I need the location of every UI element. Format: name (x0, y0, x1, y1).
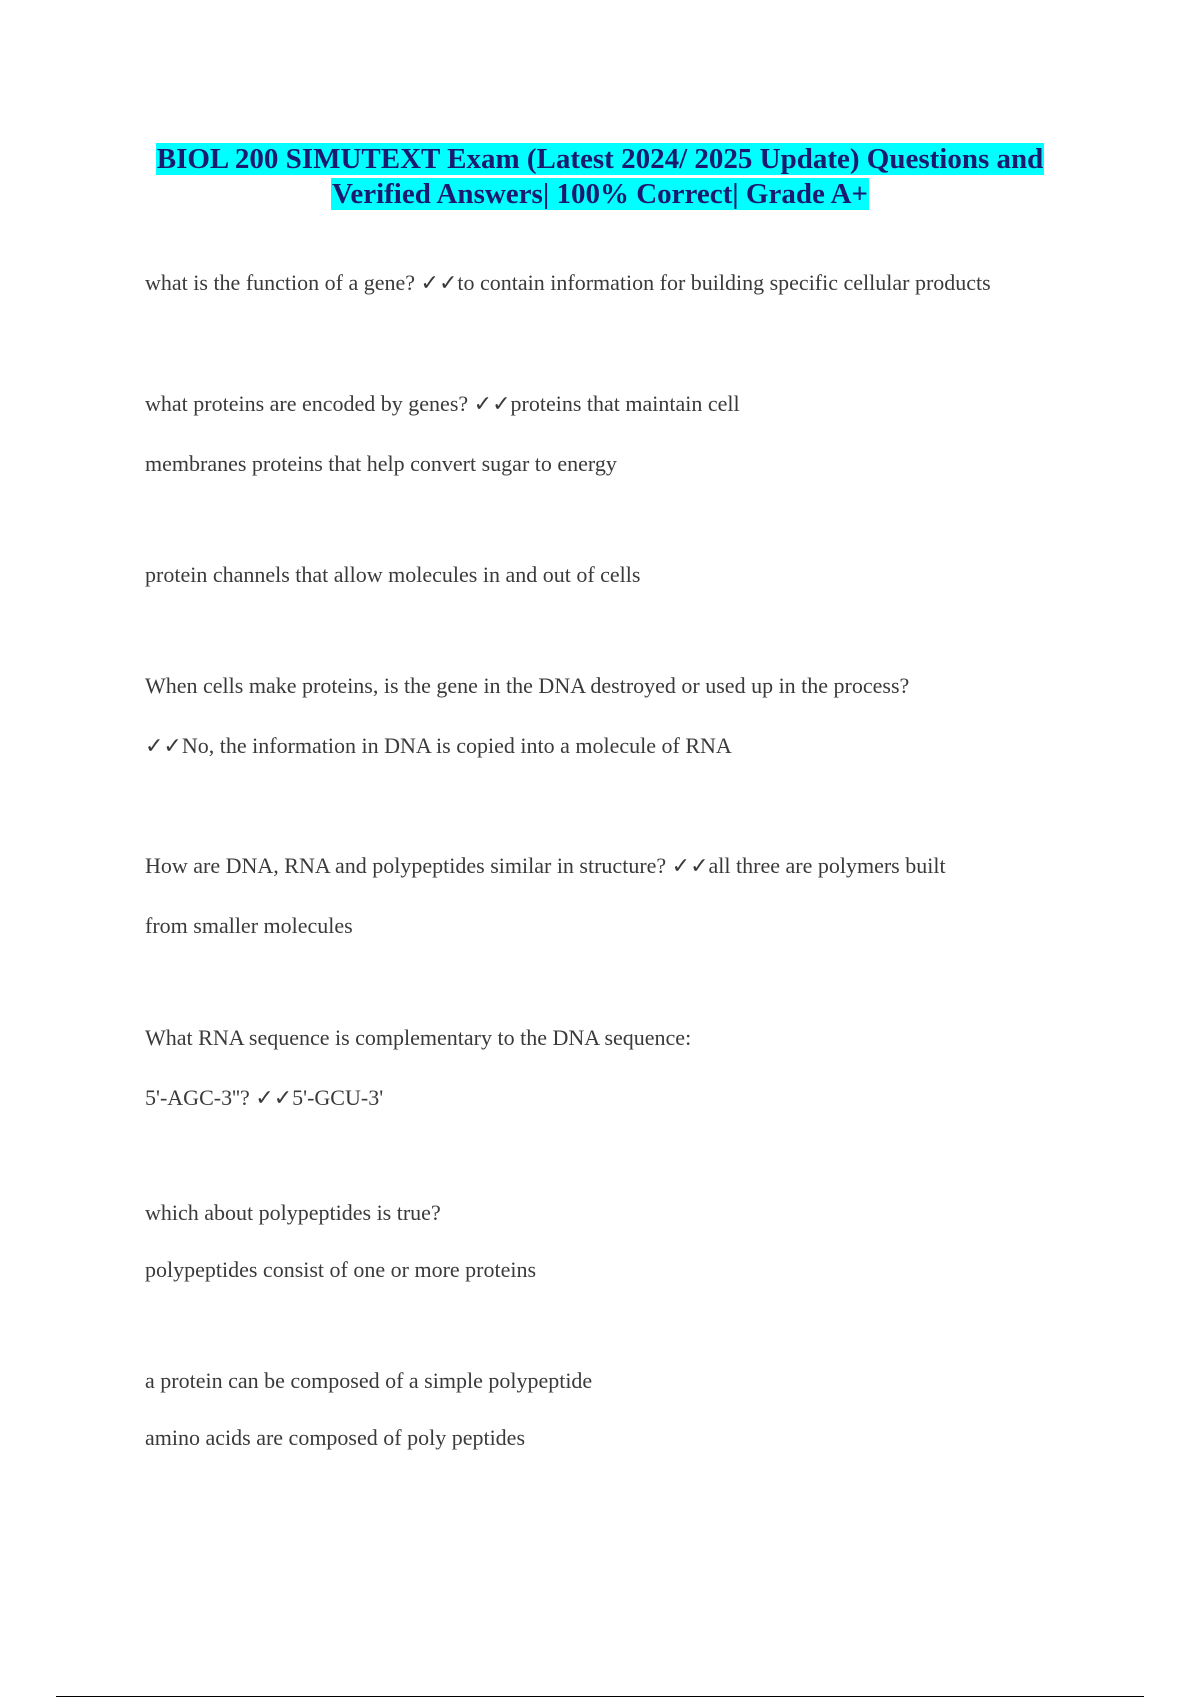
qa-line-protein-channels: protein channels that allow molecules in and out of cells (145, 562, 641, 587)
document-title (0, 142, 1200, 212)
page-bottom-rule (56, 1696, 1144, 1697)
qa-line-gene-destroyed: When cells make proteins, is the gene in the DNA destroyed or used up in the process? (145, 673, 910, 698)
qa-line-gene-destroyed-answer: ✓✓No, the information in DNA is copied into a molecule of RNA (145, 733, 732, 758)
qa-line-polypeptides-question: which about polypeptides is true? (145, 1200, 441, 1225)
qa-line-polymer-structure: How are DNA, RNA and polypeptides similar in structure? ✓✓all three are polymers built (145, 853, 946, 878)
qa-line-polymer-structure-cont: from smaller molecules (145, 913, 353, 938)
qa-line-rna-sequence: What RNA sequence is complementary to the DNA sequence: (145, 1025, 692, 1050)
qa-line-proteins-encoded-cont: membranes proteins that help convert sugar to energy (145, 451, 617, 476)
qa-line-polypeptides-option-3: amino acids are composed of poly peptides (145, 1425, 526, 1450)
qa-line-rna-sequence-answer: 5'-AGC-3''? ✓✓5'-GCU-3' (145, 1085, 384, 1110)
qa-line-proteins-encoded: what proteins are encoded by genes? ✓✓proteins that maintain cell (145, 391, 740, 416)
title-line-1: BIOL 200 SIMUTEXT Exam (Latest 2024/ 2025 Update) Questions and (156, 143, 1044, 175)
qa-line-polypeptides-option-1: polypeptides consist of one or more proteins (145, 1257, 537, 1282)
qa-line-polypeptides-option-2: a protein can be composed of a simple polypeptide (145, 1368, 593, 1393)
qa-line-gene-function: what is the function of a gene? ✓✓to contain information for building specific cellular products (145, 270, 991, 295)
title-line-2: Verified Answers| 100% Correct| Grade A+ (332, 178, 868, 210)
